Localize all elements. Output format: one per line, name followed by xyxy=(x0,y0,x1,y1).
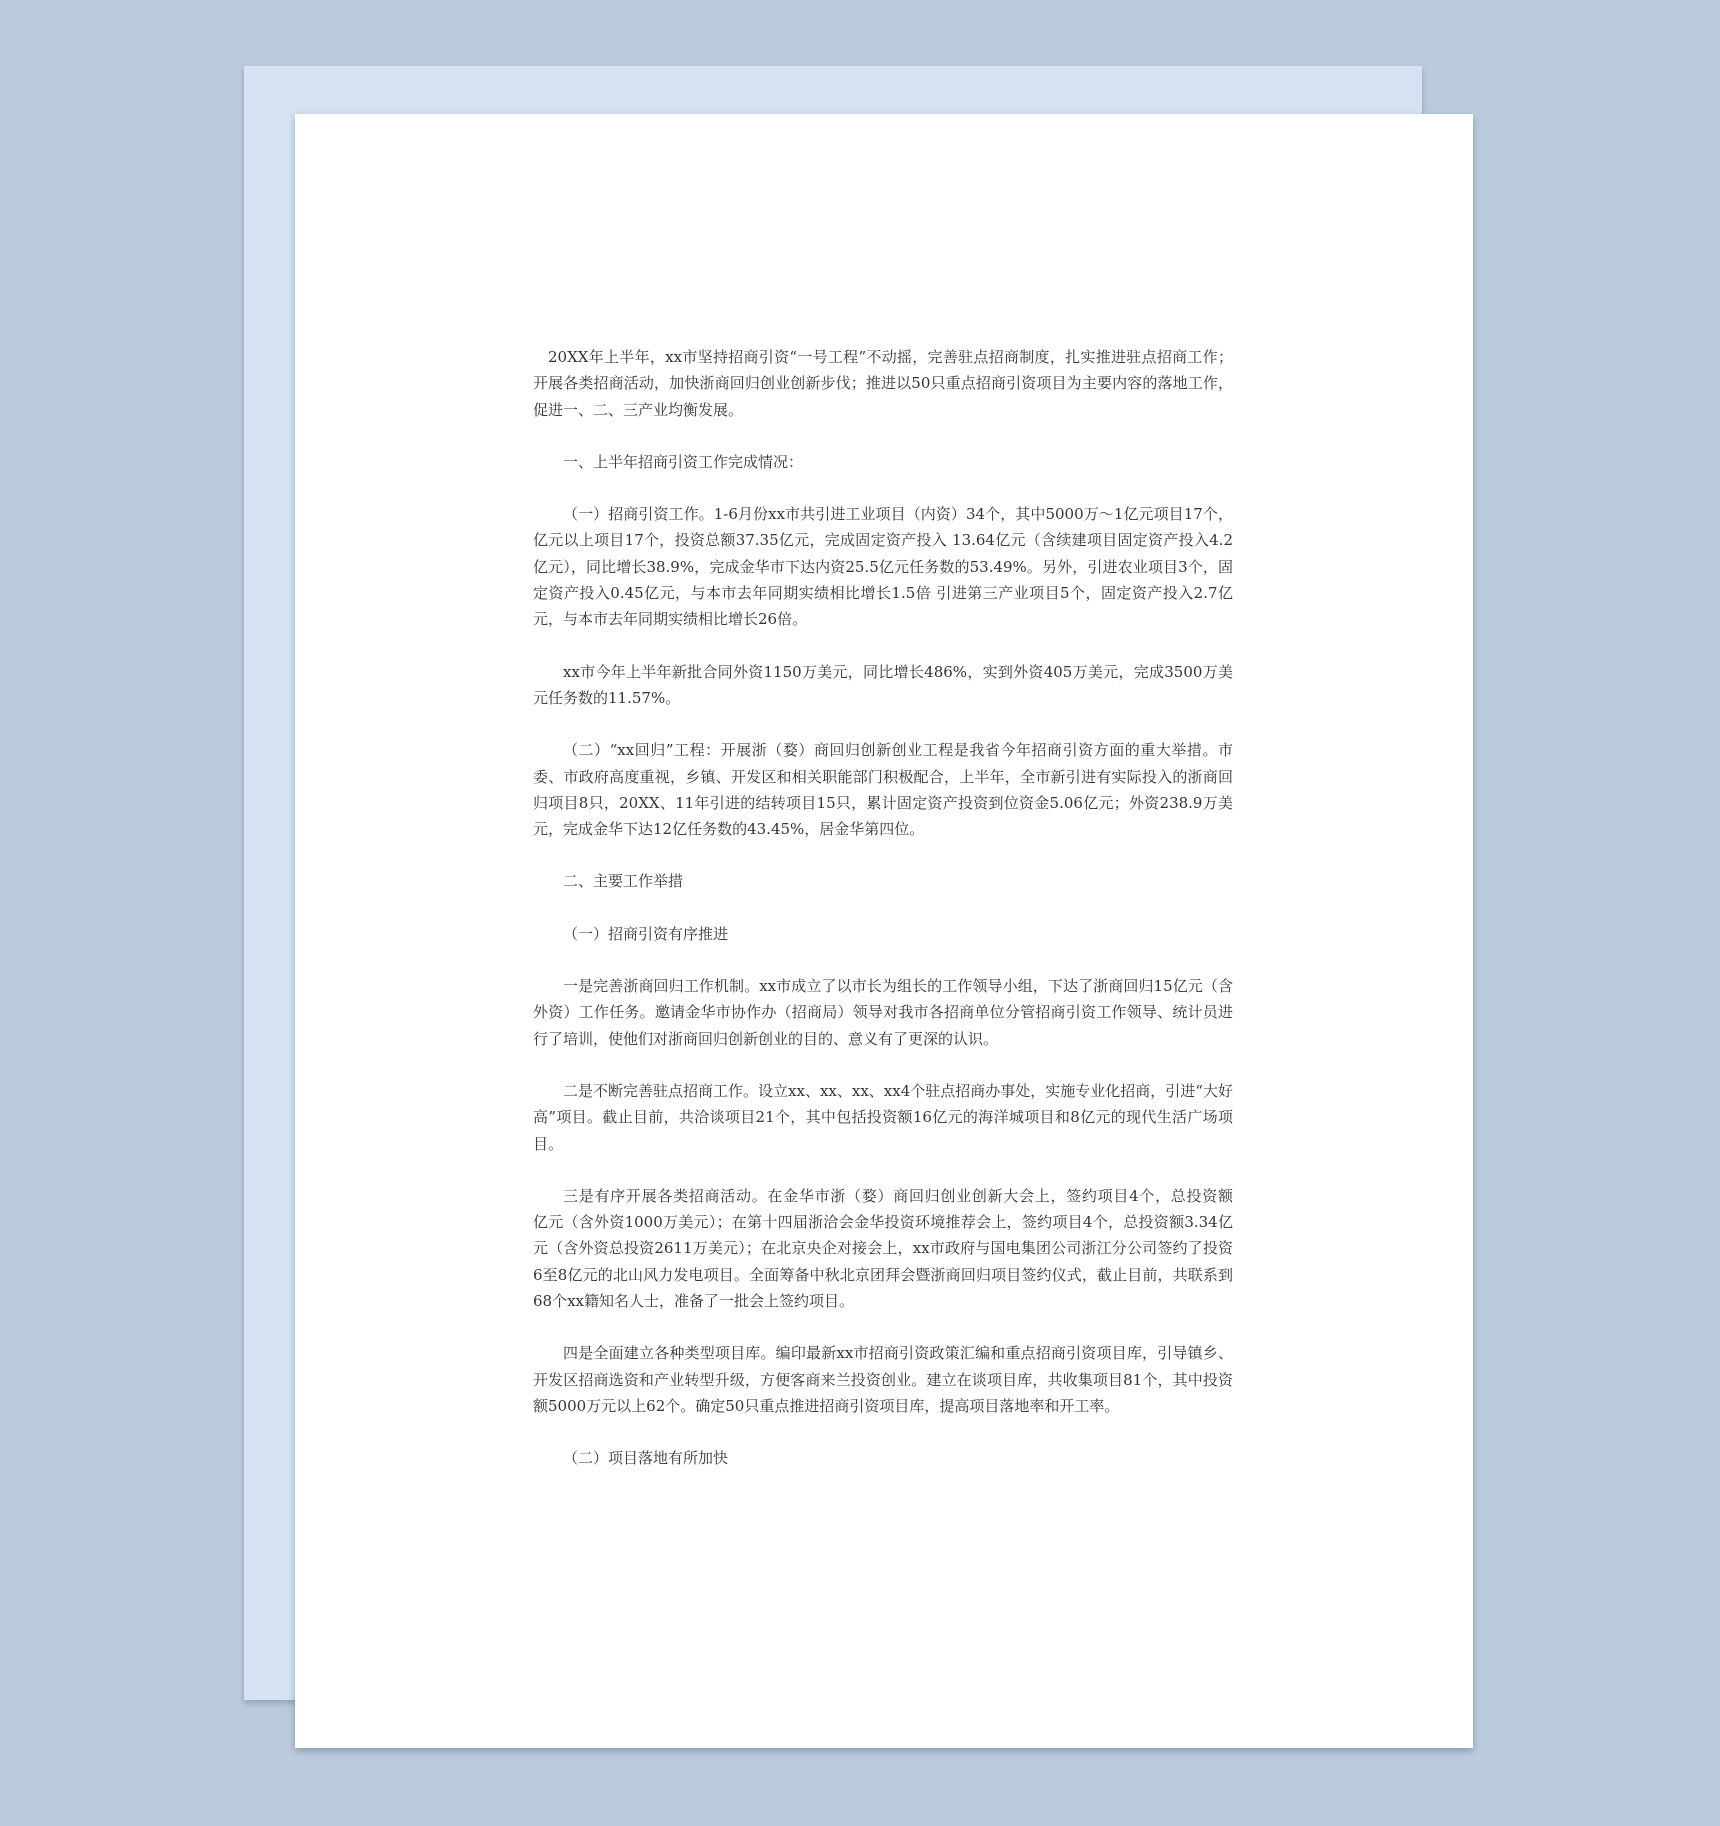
body-paragraph: xx市今年上半年新批合同外资1150万美元，同比增长486%，实到外资405万美元，完成3500万美元任务数的11.57%。 xyxy=(533,662,1233,707)
document-body xyxy=(533,344,1264,1498)
body-paragraph: 三是有序开展各类招商活动。在金华市浙（婺）商回归创业创新大会上，签约项目4个，总投资额 亿元（含外资1000万美元）；在第十四届浙洽会金华投资环境推荐会上，签约项目4个，总投资额3.34亿元（含外资总投资2611万美元）；在北京央企对接会上，xx市政府与国电集团公司浙江分公司签约了投资6至8亿元的北山风力发电项目。全面筹备中秋北京团拜会暨浙商回归项目签约仪式，截止目前，共联系到68个xx籍知名人士，准备了一批会上签约项目。 xyxy=(533,1186,1264,1311)
section-heading-1: 一、上半年招商引资工作完成情况： xyxy=(563,452,804,471)
section-heading-2: 二、主要工作举措 xyxy=(563,872,684,891)
body-paragraph: （一）招商引资工作。1-6月份xx市共引进工业项目（内资）34个，其中5000万～1亿元项目17个，亿元以上项目17个，投资总额37.35亿元，完成固定资产投入 13.64亿元（含续建项目固定资产投入4.2亿元），同比增长38.9%，完成金华市下达内资25.5亿元任务数的53.49%。另外，引进农业项目3个，固定资产投入0.45亿元，与本市去年同期实绩相比增长1.5倍 引进第三产业项目5个，固定资产投入2.7亿元，与本市去年同期实绩相比增长26倍。 xyxy=(533,505,1233,629)
body-paragraph: 一是完善浙商回归工作机制。xx市成立了以市长为组长的工作领导小组，下达了浙商回归15亿元（含外资）工作任务。邀请金华市协作办（招商局）领导对我市各招商单位分管招商引资工作领导、统计员进行了培训，使他们对浙商回归创新创业的目的、意义有了更深的认识。 xyxy=(533,977,1233,1048)
body-paragraph: 二是不断完善驻点招商工作。设立xx、xx、xx、xx4个驻点招商办事处，实施专业化招商，引进“大好高”项目。截止目前，共洽谈项目21个，其中包括投资额16亿元的海洋城项目和8亿元的现代生活广场项目。 xyxy=(533,1081,1233,1153)
intro-paragraph: 20XX年上半年，xx市坚持招商引资“一号工程”不动摇，完善驻点招商制度，扎实推进驻点招商工作；开展各类招商活动，加快浙商回归创业创新步伐；推进以50只重点招商引资项目为主要内容的落地工作，促进一、二、三产业均衡发展。 xyxy=(533,348,1233,419)
body-paragraph: 四是全面建立各种类型项目库。编印最新xx市招商引资政策汇编和重点招商引资项目库，引导镇乡、开发区招商选资和产业转型升级，方便客商来兰投资创业。建立在谈项目库，共收集项目81个，其中投资额5000万元以上62个。确定50只重点推进招商引资项目库，提高项目落地率和开工率。 xyxy=(533,1344,1233,1415)
body-paragraph: （二）“xx回归”工程：开展浙（婺）商回归创新创业工程是我省今年招商引资方面的重大举措。市委、市政府高度重视，乡镇、开发区和相关职能部门积极配合，上半年，全市新引进有实际投入的浙商回归项目8只，20XX、11年引进的结转项目15只，累计固定资产投资到位资金5.06亿元；外资238.9万美元，完成金华下达12亿任务数的43.45%，居金华第四位。 xyxy=(533,741,1233,839)
subsection-heading: （二）项目落地有所加快 xyxy=(563,1449,729,1468)
document-page xyxy=(295,114,1473,1748)
subsection-heading: （一）招商引资有序推进 xyxy=(563,924,729,943)
